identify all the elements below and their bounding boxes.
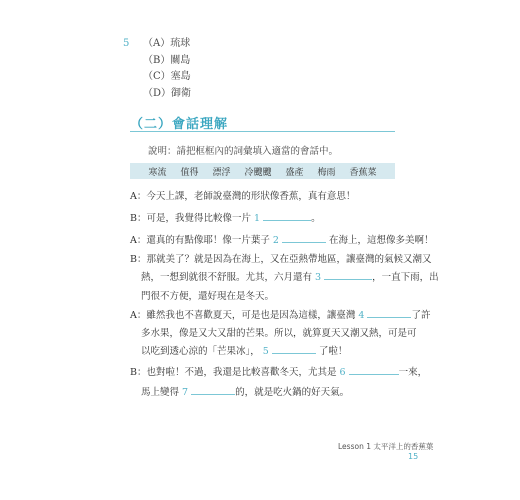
option-a: 5 （A）琉球 — [143, 36, 191, 53]
blank-number: 1 — [254, 213, 261, 224]
word-bank-item: 漂浮 — [212, 167, 231, 178]
answer-blank[interactable] — [324, 270, 372, 280]
page-footer — [338, 441, 434, 461]
word-bank-item: 值得 — [180, 167, 199, 178]
lesson-title: Lesson 1 太平洋上的香蕉葉 — [338, 442, 434, 451]
section-heading: （二）會話理解 — [130, 117, 229, 132]
dialogue-line: 多水果，像是又大又甜的芒果。所以，就算夏天又潮又熱，可是可 — [141, 328, 417, 339]
dialogue-line: 門很不方便，還好現在是冬天。 — [141, 291, 275, 302]
dialogue-line: A：雖然我也不喜歡夏天，可是也是因為這樣，讓臺灣 4 了許 — [130, 310, 431, 321]
blank-number: 6 — [339, 367, 346, 378]
blank-number: 4 — [358, 310, 365, 321]
option-c: （C）塞島 — [143, 71, 191, 82]
section-divider — [130, 131, 395, 132]
answer-blank[interactable] — [272, 344, 316, 354]
word-bank-item: 冷颼颼 — [244, 167, 272, 178]
dialogue-line: B：可是，我覺得比較像一片 1 。 — [130, 213, 321, 224]
answer-blank[interactable] — [191, 385, 235, 395]
answer-blank[interactable] — [263, 211, 311, 221]
question-5-options — [123, 36, 192, 102]
word-bank — [130, 163, 395, 179]
answer-blank[interactable] — [282, 233, 326, 243]
word-bank-item: 盛產 — [285, 167, 304, 178]
option-b: （B）關島 — [143, 54, 191, 66]
question-number: 5 — [123, 38, 130, 49]
dialogue-line: B：也對啦！不過，我還是比較喜歡冬天，尤其是 6 一來， — [130, 367, 428, 378]
blank-number: 5 — [262, 346, 269, 357]
word-bank-item: 梅雨 — [317, 167, 336, 178]
dialogue-line: B：那就美了？就是因為在海上，又在亞熱帶地區，讓臺灣的氣候又潮又 — [130, 254, 432, 265]
blank-number: 7 — [182, 387, 189, 398]
dialogue-line: A：今天上課，老師說臺灣的形狀像香蕉，真有意思！ — [130, 191, 356, 202]
dialogue-line: 馬上變得 7 的，就是吃火鍋的好天氣。 — [141, 387, 350, 398]
option-d: （D）御衛 — [143, 87, 192, 99]
dialogue-line: 以吃到透心涼的「芒果冰」， 5 了啦！ — [141, 346, 348, 357]
answer-blank[interactable] — [367, 308, 411, 318]
word-bank-item: 香蕉菜 — [349, 167, 377, 178]
dialogue-line: A：還真的有點像耶！像一片葉子 2 在海上，這想像多美啊！ — [130, 235, 434, 246]
blank-number: 3 — [315, 272, 322, 283]
word-bank-item: 寒流 — [148, 167, 167, 178]
instruction-text: 說明：請把框框內的詞彙填入適當的會話中。 — [148, 146, 339, 157]
blank-number: 2 — [272, 235, 279, 246]
dialogue-line: 熱，一想到就很不舒服。尤其，六月還有 3 ，一直下雨，出 — [141, 272, 439, 283]
answer-blank[interactable] — [349, 365, 399, 375]
page-number: 15 — [408, 452, 419, 461]
